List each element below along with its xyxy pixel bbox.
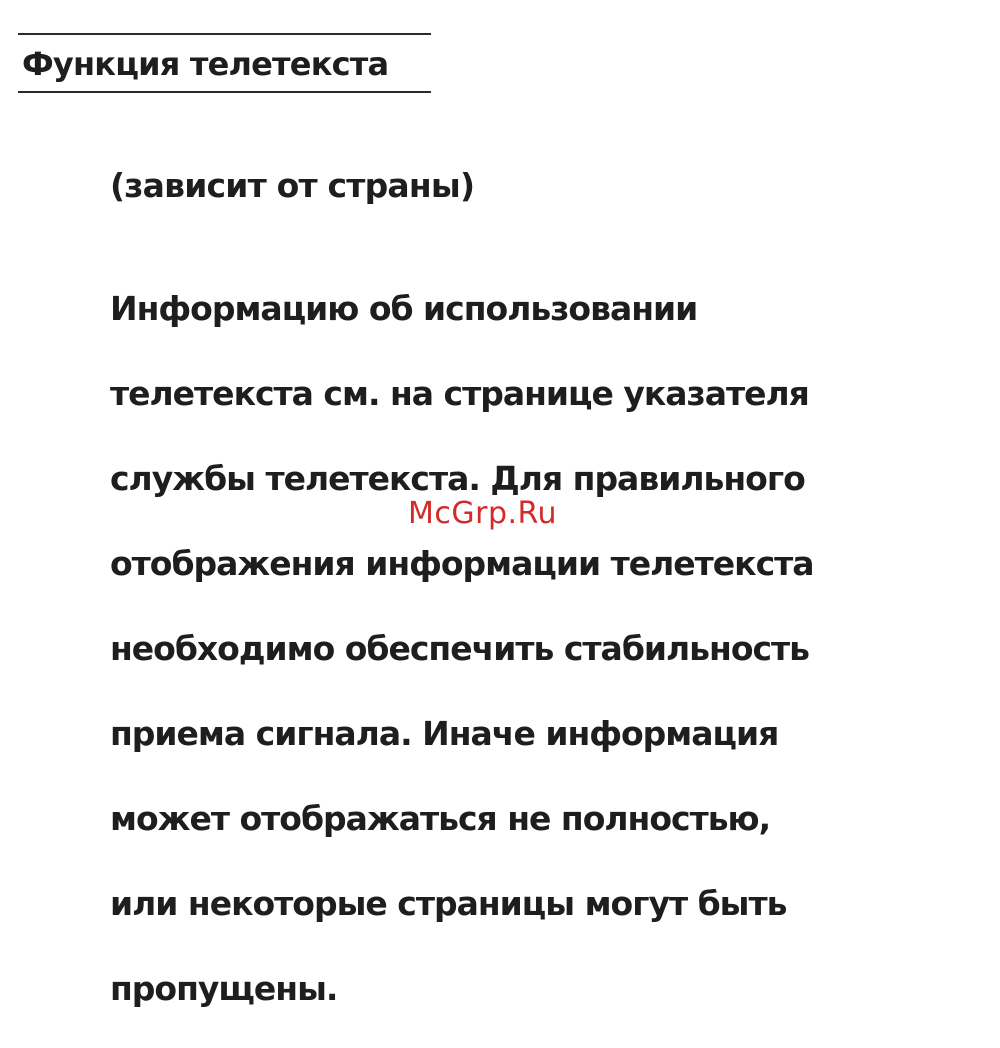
body-line: приема сигнала. Иначе информация	[110, 714, 779, 753]
watermark-text: McGrp.Ru	[408, 496, 558, 531]
body-line: телетекста см. на странице указателя	[110, 374, 809, 413]
body-line: Информацию об использовании	[110, 289, 698, 328]
section-header	[18, 33, 431, 93]
body-line: может отображаться не полностью,	[110, 799, 771, 838]
body-line: необходимо обеспечить стабильность	[110, 629, 810, 668]
body-line: или некоторые страницы могут быть	[110, 884, 787, 923]
country-note: (зависит от страны)	[110, 166, 475, 205]
body-line: службы телетекста. Для правильного	[110, 459, 805, 498]
body-line: пропущены.	[110, 969, 338, 1008]
body-paragraph	[110, 283, 990, 1048]
body-line: отображения информации телетекста	[110, 544, 814, 583]
section-title: Функция телетекста	[22, 45, 389, 83]
